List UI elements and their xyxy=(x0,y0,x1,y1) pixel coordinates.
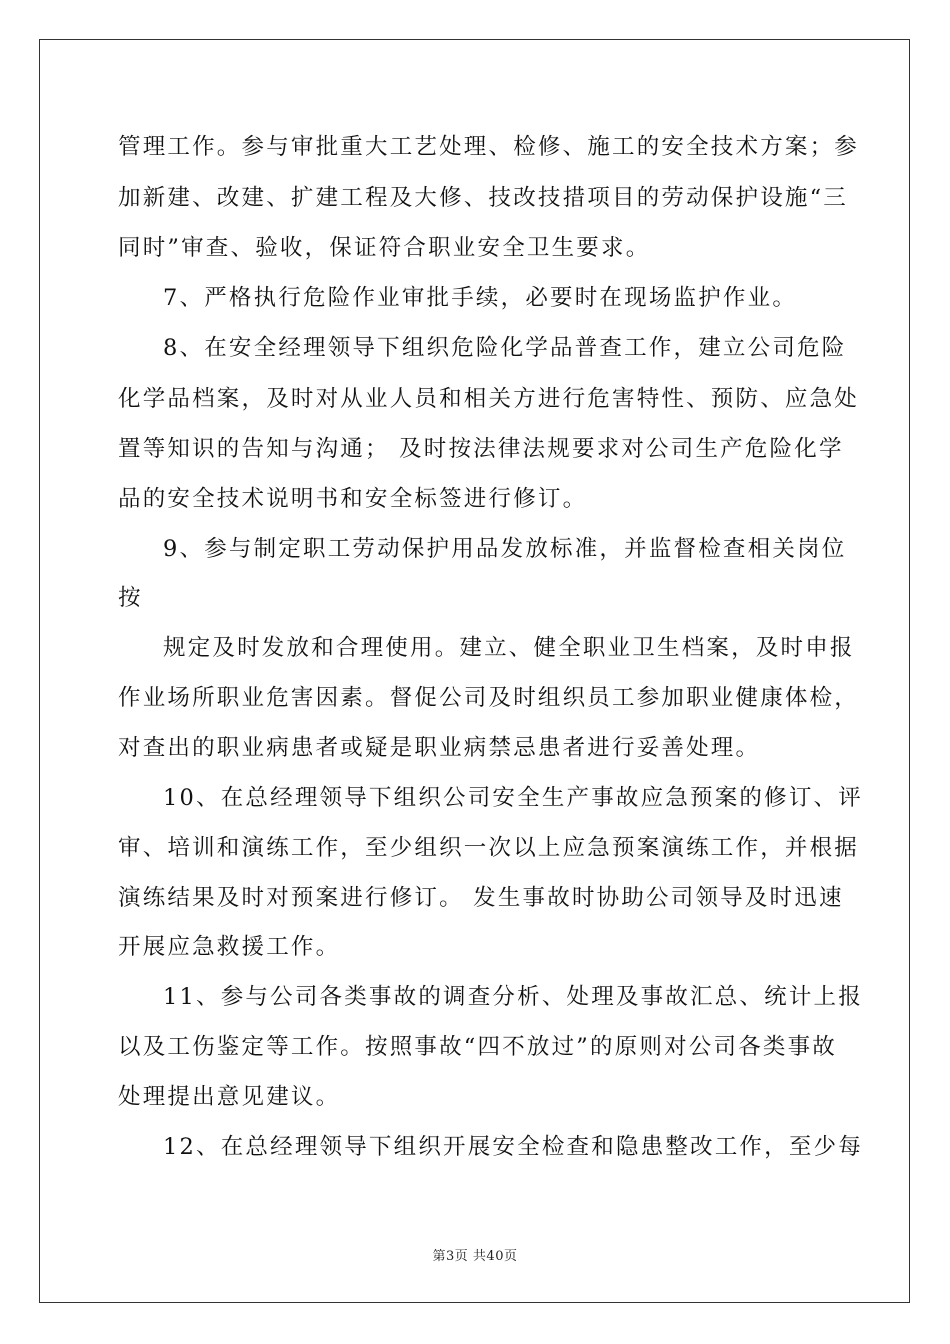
text-line: 处理提出意见建议。 xyxy=(118,1084,341,1110)
page-number-footer: 第3页 共40页 xyxy=(432,1249,518,1264)
text-line: 开展应急救援工作。 xyxy=(118,934,341,960)
text-line: 审、培训和演练工作，至少组织一次以上应急预案演练工作，并根据 xyxy=(118,835,860,861)
text-line: 化学品档案，及时对从业人员和相关方进行危害特性、预防、应急处 xyxy=(118,386,860,412)
text-line: 置等知识的告知与沟通； 及时按法律法规要求对公司生产危险化学 xyxy=(118,436,844,462)
page-border xyxy=(39,39,910,1303)
text-line: 同时”审查、验收，保证符合职业安全卫生要求。 xyxy=(118,235,651,261)
paragraph-11: 11、参与公司各类事故的调查分析、处理及事故汇总、统计上报 xyxy=(163,984,863,1010)
paragraph-9-continued: 规定及时发放和合理使用。建立、健全职业卫生档案，及时申报 xyxy=(163,635,855,661)
text-line: 管理工作。参与审批重大工艺处理、检修、施工的安全技术方案；参 xyxy=(118,134,860,160)
paragraph-7: 7、严格执行危险作业审批手续，必要时在现场监护作业。 xyxy=(163,285,798,311)
paragraph-9: 9、参与制定职工劳动保护用品发放标准，并监督检查相关岗位 xyxy=(163,536,847,562)
text-line: 演练结果及时对预案进行修订。 发生事故时协助公司领导及时迅速 xyxy=(118,885,844,911)
text-line: 对查出的职业病患者或疑是职业病禁忌患者进行妥善处理。 xyxy=(118,735,761,761)
paragraph-10: 10、在总经理领导下组织公司安全生产事故应急预案的修订、评 xyxy=(163,785,863,811)
paragraph-8: 8、在安全经理领导下组织危险化学品普查工作，建立公司危险 xyxy=(163,335,847,361)
text-line: 品的安全技术说明书和安全标签进行修订。 xyxy=(118,486,588,512)
text-line: 加新建、改建、扩建工程及大修、技改技措项目的劳动保护设施“三 xyxy=(118,185,849,211)
text-line: 按 xyxy=(118,585,143,611)
text-line: 以及工伤鉴定等工作。按照事故“四不放过”的原则对公司各类事故 xyxy=(118,1034,838,1060)
paragraph-12: 12、在总经理领导下组织开展安全检查和隐患整改工作，至少每 xyxy=(163,1134,863,1160)
text-line: 作业场所职业危害因素。督促公司及时组织员工参加职业健康体检， xyxy=(118,685,860,711)
